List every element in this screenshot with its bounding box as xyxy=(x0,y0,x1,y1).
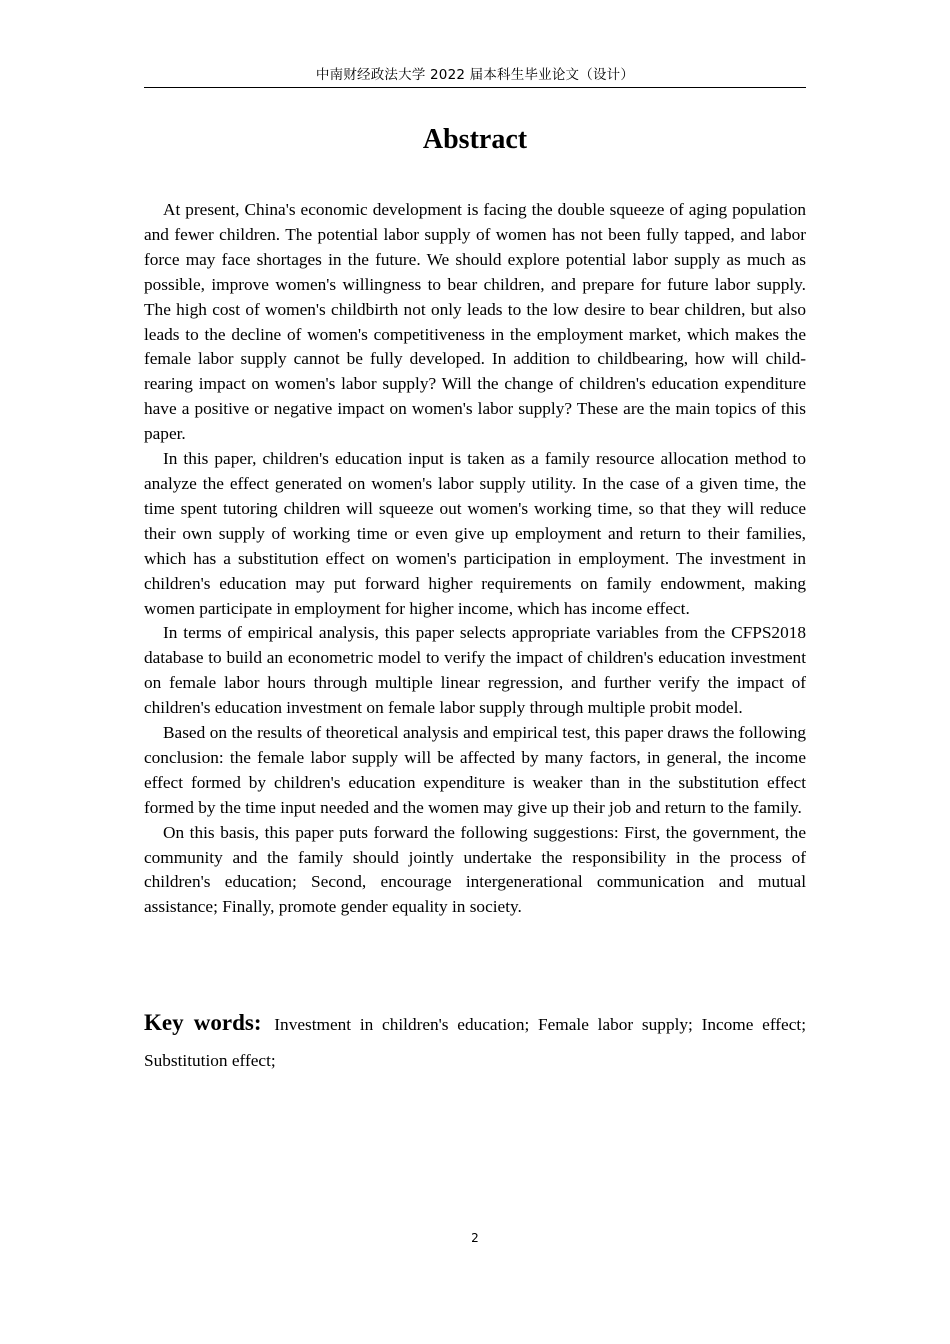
abstract-paragraph-4: Based on the results of theoretical analysis and empirical test, this paper draws the following conclusion: the female labor supply will be affected by many factors, in general, the income effect formed by children's education expenditure is weaker than in the substitution effect formed by the time input needed and the women may give up their job and return to the family. xyxy=(144,723,806,817)
keywords-block xyxy=(144,1005,806,1079)
header-divider xyxy=(144,87,806,88)
abstract-paragraph-5: On this basis, this paper puts forward the following suggestions: First, the government, the community and the family should jointly undertake the responsibility in the process of children's education; Second, encourage intergenerational communication and mutual assistance; Finally, promote gender equality in society. xyxy=(144,822,806,917)
keywords-label: Key words: xyxy=(144,1010,262,1035)
running-header: 中南财经政法大学 2022 届本科生毕业论文（设计） xyxy=(315,67,635,83)
page-number: 2 xyxy=(471,1231,479,1245)
abstract-paragraph-3: In terms of empirical analysis, this paper selects appropriate variables from the CFPS2018 database to build an econometric model to verify the impact of children's education investment on female labor hours through multiple linear regression, and further verify the impact of children's education investment on female labor supply through multiple probit model. xyxy=(144,623,806,718)
page-title: Abstract xyxy=(422,124,528,155)
abstract-paragraph-1: At present, China's economic development is facing the double squeeze of aging population and fewer children. The potential labor supply of women has not been fully tapped, and labor force may face shortages in the future. We should explore potential labor supply as much as possible, improve women's willingness to bear children, and prepare for future labor supply. The high cost of women's childbirth not only leads to the low desire to bear children, but also leads to the decline of women's competitiveness in the employment market, which makes the female labor supply cannot be fully developed. In addition to childbearing, how will child-rearing impact on women's labor supply? Will the change of children's education expenditure have a positive or negative impact on women's labor supply? These are the main topics of this paper. xyxy=(144,200,806,444)
abstract-paragraph-2: In this paper, children's education input is taken as a family resource allocation method to analyze the effect generated on women's labor supply utility. In the case of a given time, the time spent tutoring children will squeeze out women's working time, so that they will reduce their own supply of working time or even give up employment and return to their families, which has a substitution effect on women's participation in employment. The investment in children's education may put forward higher requirements on family endowment, making women participate in employment for higher income, which has income effect. xyxy=(144,449,806,618)
abstract-body xyxy=(144,198,806,920)
keywords-text: Investment in children's education; Female labor supply; Income effect; Substitution effect; xyxy=(144,1015,806,1070)
